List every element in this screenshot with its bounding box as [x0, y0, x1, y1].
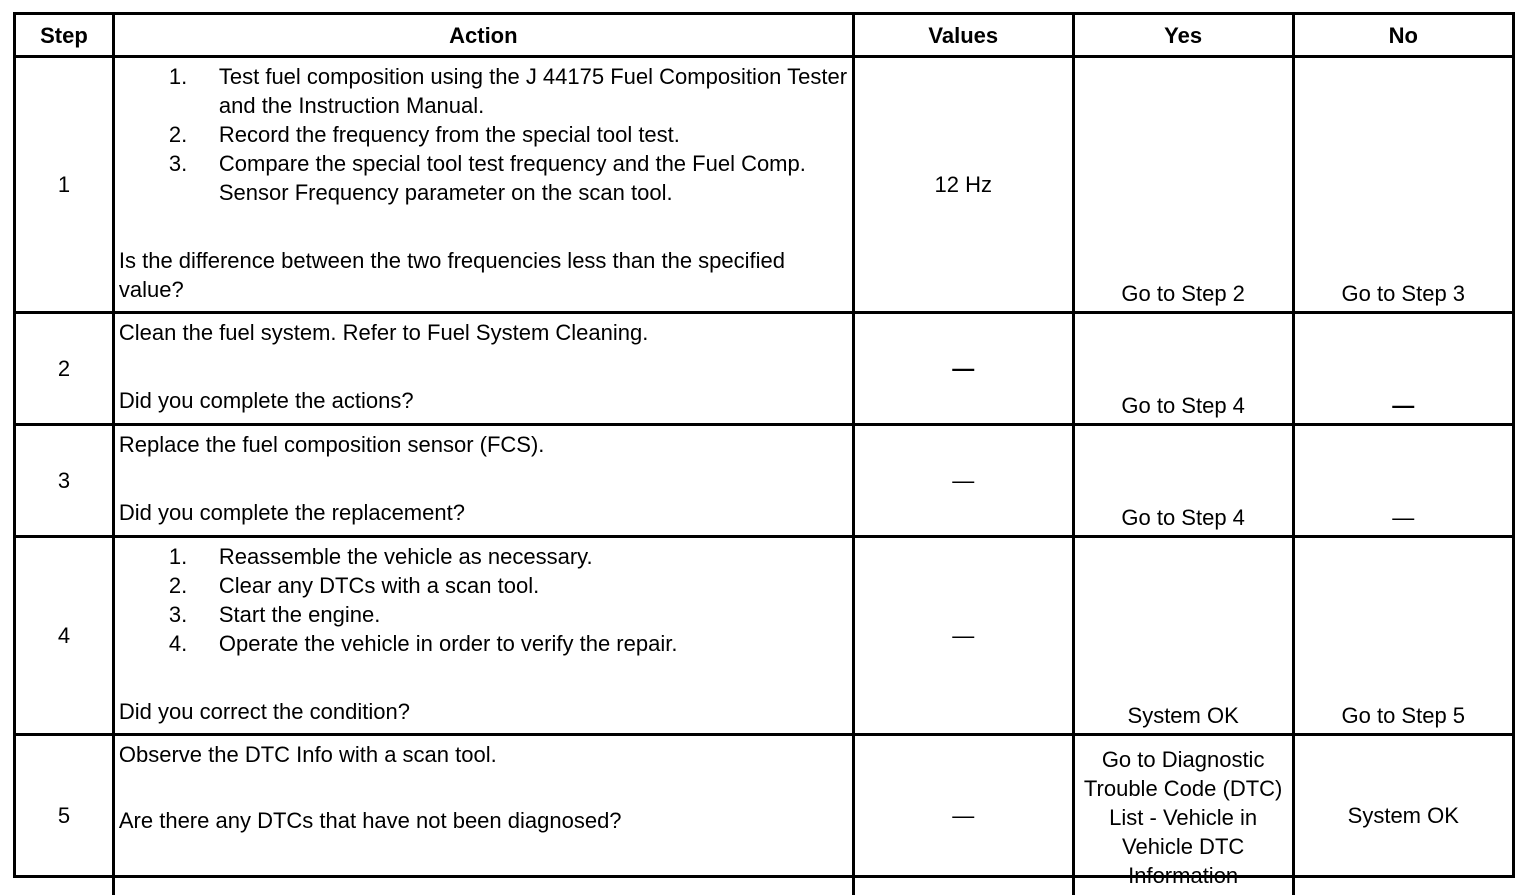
value-dash: —: [952, 466, 974, 495]
yes-text: Go to Diagnostic Trouble Code (DTC) List - Vehicle in Vehicle DTC Information: [1084, 747, 1282, 888]
action-cell: [113, 537, 853, 735]
action-list: [119, 542, 848, 658]
header-step: Step: [16, 15, 113, 57]
value-dash: —: [952, 801, 974, 830]
step-number: 2: [16, 313, 113, 425]
step-number: 4: [16, 537, 113, 735]
list-item: [169, 600, 848, 629]
action-question: Did you correct the condition?: [119, 697, 848, 726]
no-dash: —: [1392, 391, 1414, 420]
list-item-text: Compare the special tool test frequency and the Fuel Comp. Sensor Frequency parameter on the scan tool.: [219, 149, 848, 207]
table-row: [16, 313, 1512, 425]
header-values: Values: [853, 15, 1073, 57]
action-cell: [113, 57, 853, 313]
action-instruction: Replace the fuel composition sensor (FCS).: [119, 430, 848, 459]
list-item-number: 3.: [169, 149, 219, 207]
yes-cell: System OK: [1073, 537, 1293, 735]
action-question: Is the difference between the two frequencies less than the specified value?: [119, 246, 848, 304]
list-item-number: 3.: [169, 600, 219, 629]
list-item-number: 1.: [169, 542, 219, 571]
list-item-number: 2.: [169, 571, 219, 600]
table-row: [16, 537, 1512, 735]
yes-cell: Go to Step 4: [1073, 425, 1293, 537]
value-cell: [853, 735, 1073, 895]
no-cell: Go to Step 5: [1293, 537, 1512, 735]
diagnostic-table: [16, 15, 1512, 895]
action-list: [119, 62, 848, 207]
list-item: [169, 571, 848, 600]
list-item-number: 1.: [169, 62, 219, 120]
list-item: [169, 120, 848, 149]
list-item-text: Operate the vehicle in order to verify the repair.: [219, 629, 848, 658]
no-dash: —: [1392, 503, 1414, 532]
action-question: Did you complete the replacement?: [119, 498, 848, 527]
value-dash: —: [952, 621, 974, 650]
list-item-text: Record the frequency from the special tool test.: [219, 120, 848, 149]
table-row: [16, 735, 1512, 895]
no-cell: [1293, 425, 1512, 537]
list-item-text: Reassemble the vehicle as necessary.: [219, 542, 848, 571]
diagnostic-table-frame: [13, 12, 1515, 878]
yes-cell: Go to Step 4: [1073, 313, 1293, 425]
no-cell: Go to Step 3: [1293, 57, 1512, 313]
list-item: [169, 629, 848, 658]
list-item: [169, 62, 848, 120]
table-row: [16, 57, 1512, 313]
header-no: No: [1293, 15, 1512, 57]
list-item-text: Start the engine.: [219, 600, 848, 629]
action-instruction: Observe the DTC Info with a scan tool.: [119, 740, 848, 769]
action-cell: [113, 425, 853, 537]
action-question: Are there any DTCs that have not been diagnosed?: [119, 806, 848, 835]
value-cell: [853, 425, 1073, 537]
table-row: [16, 425, 1512, 537]
value-cell: [853, 537, 1073, 735]
value-cell: [853, 313, 1073, 425]
list-item-text: Clear any DTCs with a scan tool.: [219, 571, 848, 600]
header-yes: Yes: [1073, 15, 1293, 57]
no-cell: [1293, 313, 1512, 425]
value-dash: —: [952, 354, 974, 383]
header-row: [16, 15, 1512, 57]
step-number: 1: [16, 57, 113, 313]
action-cell: [113, 313, 853, 425]
action-question: Did you complete the actions?: [119, 386, 848, 415]
list-item: [169, 149, 848, 207]
yes-cell: [1073, 735, 1293, 895]
list-item-number: 2.: [169, 120, 219, 149]
action-instruction: Clean the fuel system. Refer to Fuel System Cleaning.: [119, 318, 848, 347]
step-number: 3: [16, 425, 113, 537]
no-cell: System OK: [1293, 735, 1512, 895]
step-number: 5: [16, 735, 113, 895]
header-action: Action: [113, 15, 853, 57]
list-item-text: Test fuel composition using the J 44175 Fuel Composition Tester and the Instruction Manual.: [219, 62, 848, 120]
list-item: [169, 542, 848, 571]
action-cell: [113, 735, 853, 895]
yes-cell: Go to Step 2: [1073, 57, 1293, 313]
value-cell: 12 Hz: [853, 57, 1073, 313]
list-item-number: 4.: [169, 629, 219, 658]
